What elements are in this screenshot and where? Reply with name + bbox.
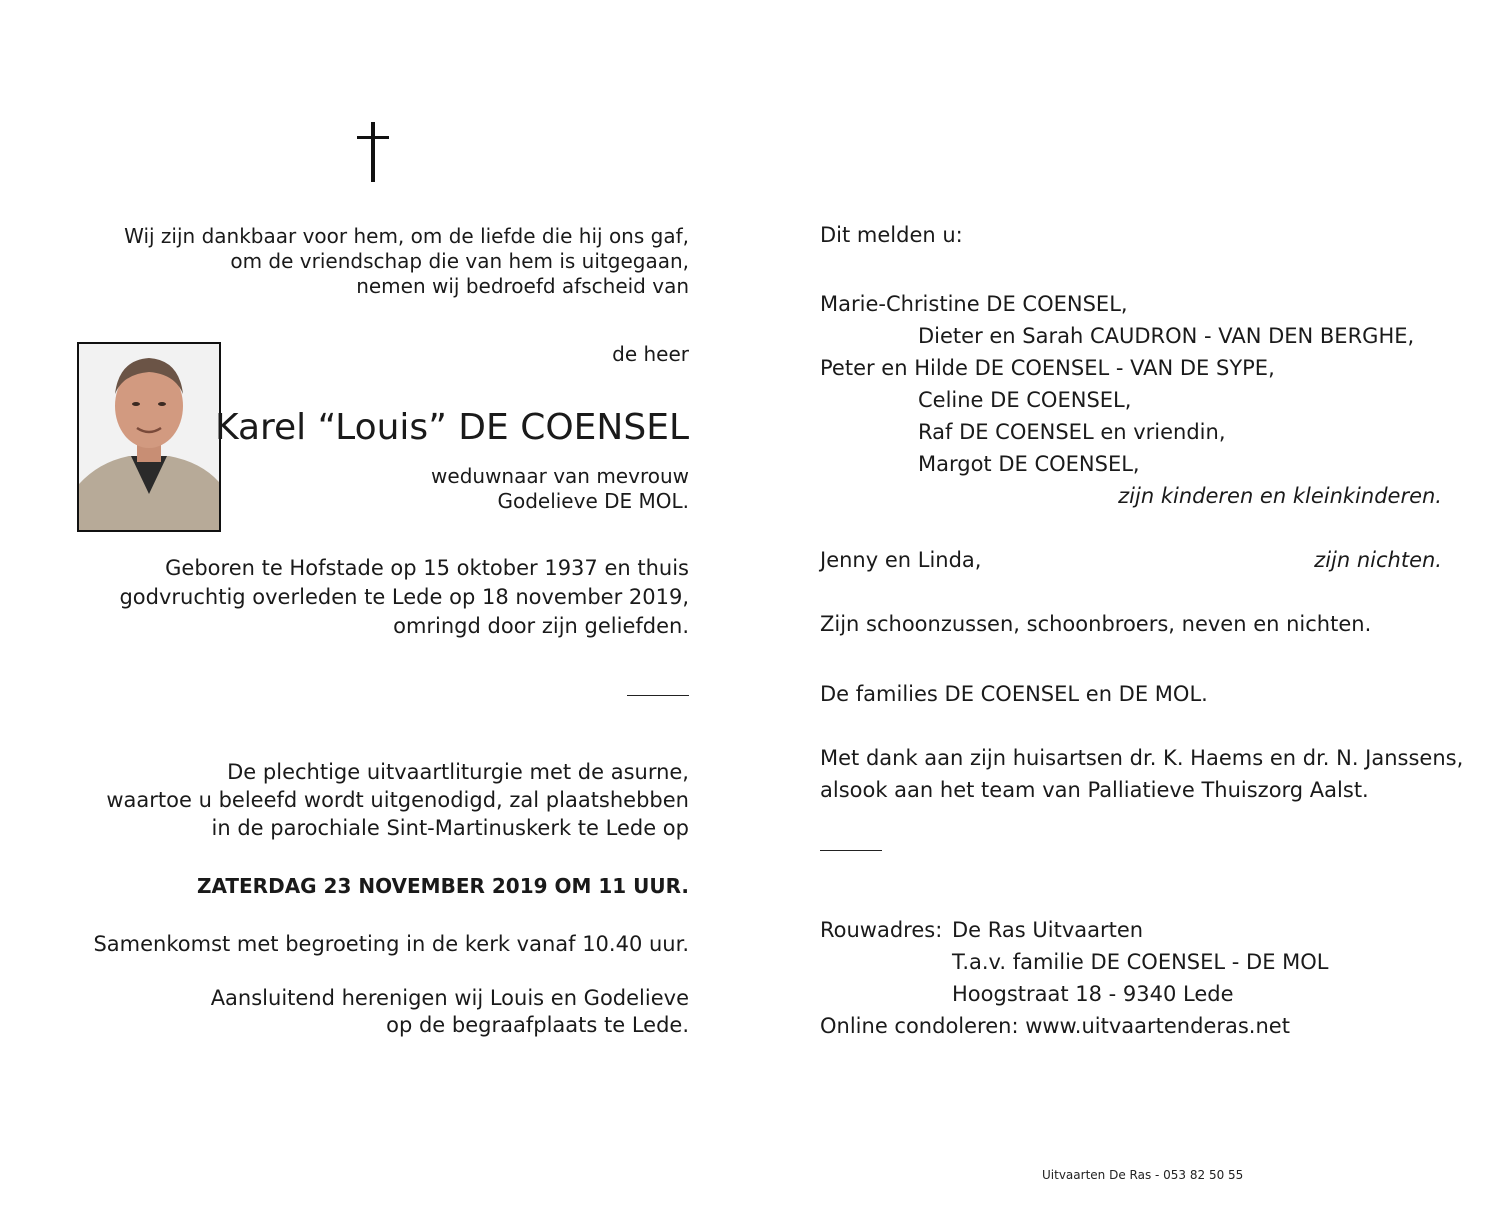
title-text: de heer [612, 342, 689, 366]
address-block: De Ras Uitvaarten T.a.v. familie DE COENSEL - DE MOL Hoogstraat 18 - 9340 Lede [952, 918, 1329, 1006]
portrait-illustration [79, 344, 219, 530]
family-member: Peter en Hilde DE COENSEL - VAN DE SYPE, [820, 356, 1275, 380]
divider-right [820, 850, 882, 851]
cross-icon [357, 122, 389, 182]
deceased-name: Karel “Louis” DE COENSEL [214, 407, 689, 448]
family-member: Celine DE COENSEL, [918, 388, 1132, 412]
gathering-text: Samenkomst met begroeting in de kerk vanaf 10.40 uur. [93, 932, 689, 956]
footer-contact: Uitvaarten De Ras - 053 82 50 55 [1042, 1168, 1244, 1182]
family-member: Raf DE COENSEL en vriendin, [918, 420, 1226, 444]
families-text: De families DE COENSEL en DE MOL. [820, 682, 1208, 706]
birth-death-text: Geboren te Hofstade op 15 oktober 1937 en thuis godvruchtig overleden te Lede op 18 november 2019, omringd door zijn geliefden. [119, 556, 689, 638]
nieces-names: Jenny en Linda, [820, 548, 982, 572]
intro-text: Wij zijn dankbaar voor hem, om de liefde die hij ons gaf, om de vriendschap die van hem is uitgegaan, nemen wij bedroefd afscheid van [124, 224, 689, 298]
nieces-label: zijn nichten. [1314, 548, 1442, 572]
portrait-photo [77, 342, 221, 532]
family-member: Dieter en Sarah CAUDRON - VAN DEN BERGHE, [918, 324, 1415, 348]
thanks-text: Met dank aan zijn huisartsen dr. K. Haems en dr. N. Janssens, alsook aan het team van Palliatieve Thuiszorg Aalst. [820, 746, 1464, 802]
announce-text: Dit melden u: [820, 223, 963, 247]
divider-left [627, 695, 689, 696]
online-condolence: Online condoleren: www.uitvaartenderas.net [820, 1014, 1290, 1038]
family-member: Marie-Christine DE COENSEL, [820, 292, 1128, 316]
inlaws-text: Zijn schoonzussen, schoonbroers, neven en nichten. [820, 612, 1372, 636]
burial-text: Aansluitend herenigen wij Louis en Godelieve op de begraafplaats te Lede. [210, 986, 689, 1037]
family-member: Margot DE COENSEL, [918, 452, 1140, 476]
liturgy-text: De plechtige uitvaartliturgie met de asurne, waartoe u beleefd wordt uitgenodigd, zal plaatshebben in de parochiale Sint-Martinuskerk te Lede op [106, 760, 689, 840]
funeral-date: ZATERDAG 23 NOVEMBER 2019 OM 11 UUR. [196, 874, 689, 898]
children-label: zijn kinderen en kleinkinderen. [1118, 484, 1442, 508]
spouse-text: weduwnaar van mevrouw Godelieve DE MOL. [431, 464, 689, 513]
address-label: Rouwadres: [820, 918, 943, 942]
